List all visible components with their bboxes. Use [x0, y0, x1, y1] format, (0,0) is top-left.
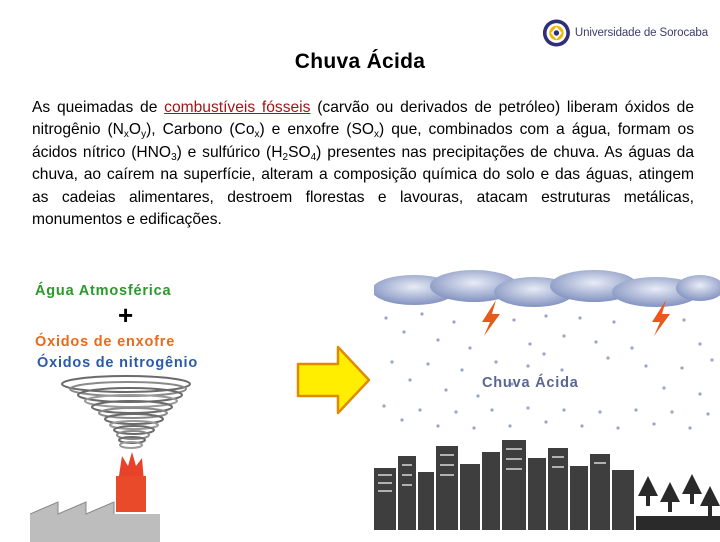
- text-segment: ) que, combinados com a água, formam os ácidos nítrico (HNO: [32, 121, 694, 161]
- body-paragraph: [32, 97, 694, 231]
- smoke-swirl: [62, 376, 190, 448]
- text-segment: ) presentes nas precipitações de chuva. As águas da chuva, ao caírem na superfície, alteram a composição química do solo e das águas, atingem as cadeias alimentares, destroem florestas e lavouras, atacam estruturas metálicas, monumentos e edificações.: [32, 143, 694, 229]
- subscript: 3: [171, 151, 177, 163]
- label-nitrogen-oxides: Óxidos de nitrogênio: [37, 355, 199, 371]
- label-acid-rain: Chuva Ácida: [482, 375, 579, 391]
- text-segment: O: [128, 121, 142, 139]
- text-segment: ) e sulfúrico (H: [176, 143, 283, 161]
- university-emblem-icon: [542, 17, 571, 49]
- chimney: [116, 476, 146, 512]
- trees: [636, 474, 720, 530]
- plus-sign: +: [118, 300, 134, 330]
- subscript: 4: [310, 151, 317, 163]
- storm-clouds: [374, 270, 720, 307]
- logo-text: Universidade de Sorocaba: [574, 27, 708, 39]
- label-sulfur-oxides: Óxidos de enxofre: [35, 334, 176, 350]
- city-buildings: [374, 440, 634, 530]
- text-segment: SO: [288, 143, 311, 161]
- text-segment: ) e enxofre (SO: [259, 121, 375, 139]
- subscript: y: [141, 129, 147, 141]
- subscript: 2: [282, 151, 289, 163]
- text-segment: ), Carbono (Co: [146, 121, 255, 139]
- subscript: x: [123, 129, 129, 141]
- label-atmospheric-water: Água Atmosférica: [35, 283, 172, 299]
- rain-drops: [382, 312, 713, 429]
- text-segment: As queimadas de: [32, 99, 165, 116]
- fossil-fuels-link[interactable]: combustíveis fósseis: [164, 99, 311, 116]
- subscript: x: [254, 129, 260, 141]
- text-segment: (carvão ou derivados de petróleo) liberam óxidos de nitrogênio (N: [32, 99, 694, 139]
- acid-rain-scene: [374, 270, 720, 530]
- arrow-right-icon: [296, 344, 372, 416]
- factory-smoke-illustration: [30, 372, 220, 542]
- subscript: x: [374, 129, 380, 141]
- university-logo: [542, 16, 708, 50]
- lightning-bolt-icon: [482, 300, 500, 336]
- page-title: Chuva Ácida: [294, 50, 426, 73]
